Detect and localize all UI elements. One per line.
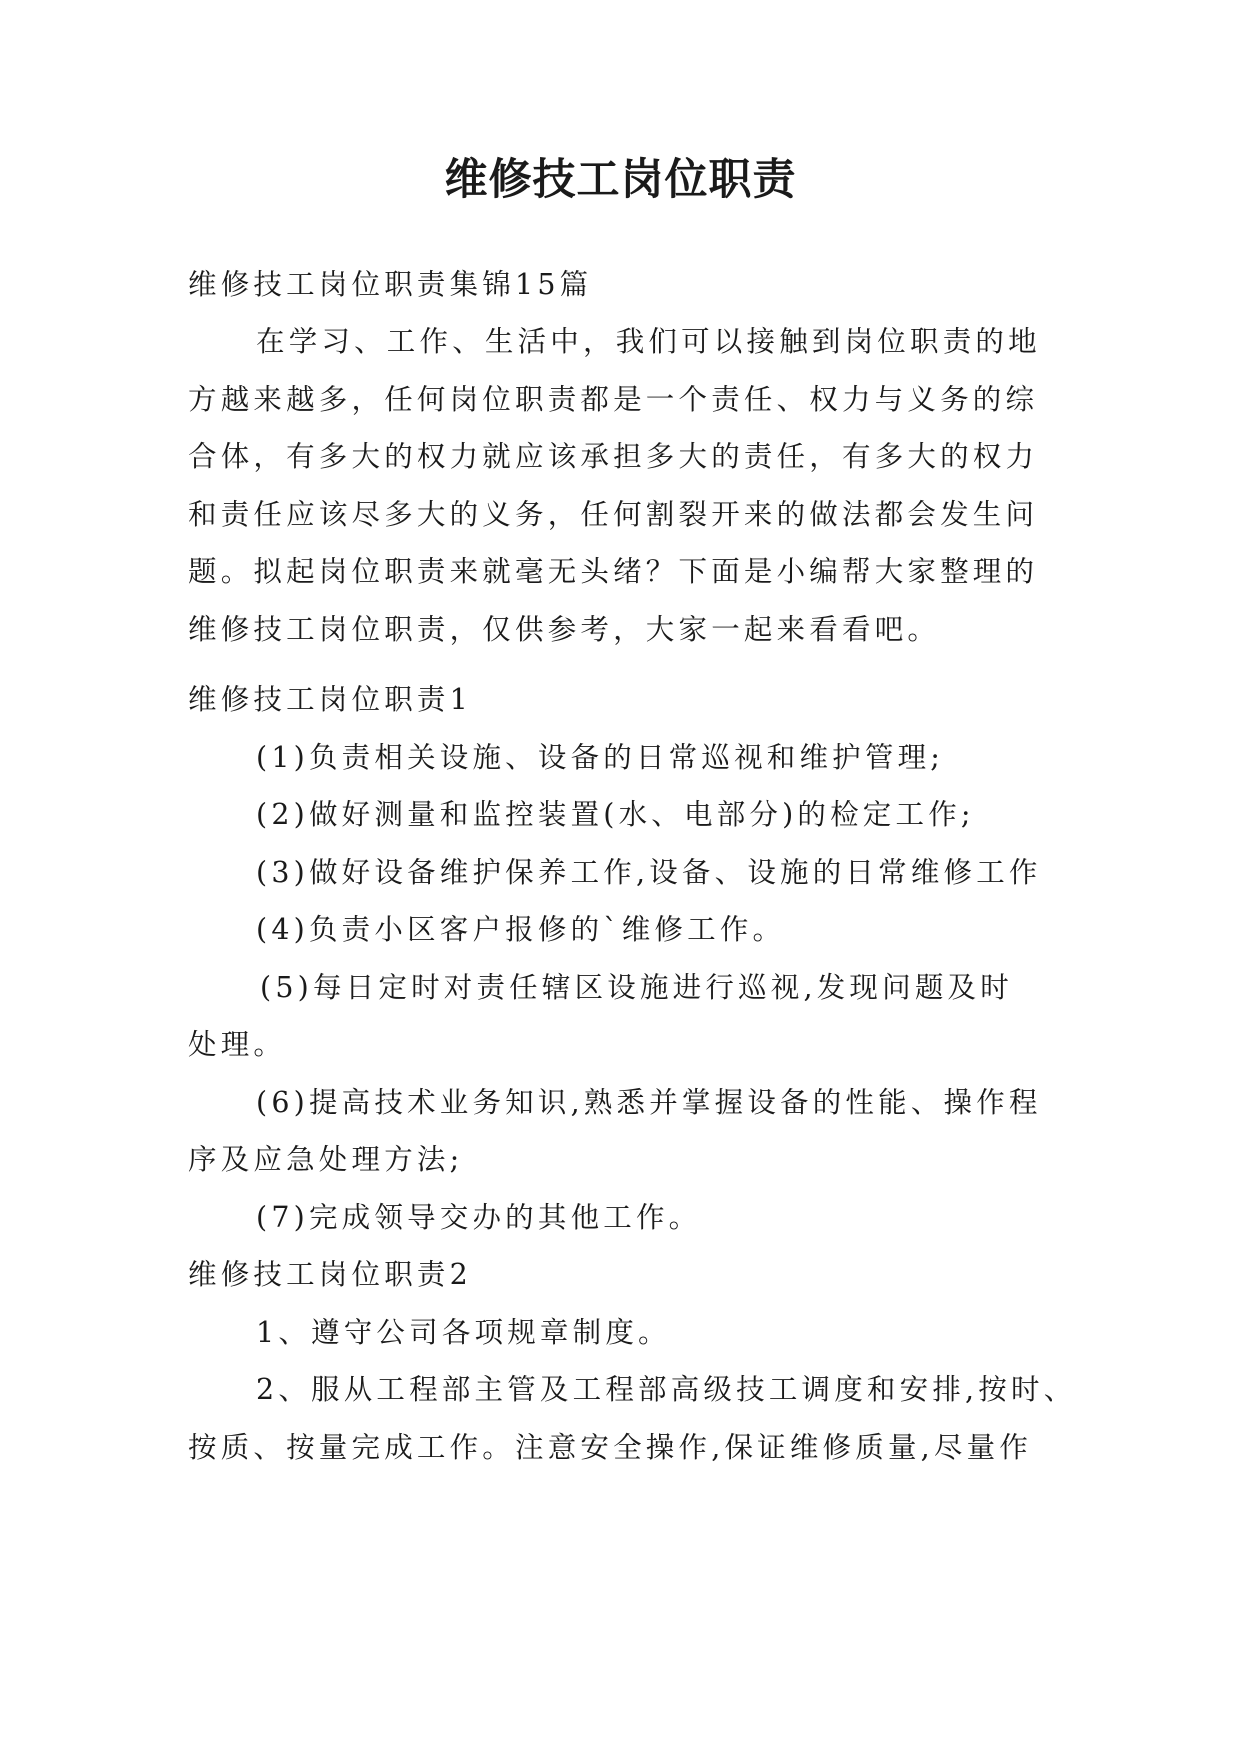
section-heading: 维修技工岗位职责1 — [188, 683, 472, 716]
intro-paragraph — [188, 313, 1056, 658]
intro-line: 维修技工岗位职责，仅供参考，大家一起来看看吧。 — [188, 612, 941, 646]
duty-item-continuation: 序及应急处理方法; — [188, 1143, 464, 1176]
duty-item: (1)负责相关设施、设备的日常巡视和维护管理; — [256, 740, 945, 774]
section-1 — [188, 671, 1056, 1246]
intro-line: 在学习、工作、生活中，我们可以接触到岗位职责的地 — [256, 325, 1041, 358]
section-heading: 维修技工岗位职责2 — [188, 1258, 472, 1291]
intro-line: 合体，有多大的权力就应该承担多大的责任，有多大的权力 — [188, 440, 1039, 473]
document-title: 维修技工岗位职责 — [444, 155, 797, 205]
intro-line: 方越来越多，任何岗位职责都是一个责任、权力与义务的综 — [188, 382, 1039, 416]
duty-item: (7)完成领导交办的其他工作。 — [256, 1200, 702, 1234]
duty-item: (3)做好设备维护保养工作,设备、设施的日常维修工作 — [256, 855, 1042, 889]
duty-item: (5)每日定时对责任辖区设施进行巡视,发现问题及时 — [260, 970, 1013, 1004]
intro-line: 和责任应该尽多大的义务，任何割裂开来的做法都会发生问 — [188, 497, 1039, 531]
subtitle-block — [188, 256, 1056, 314]
duty-item: 1、遵守公司各项规章制度。 — [256, 1315, 671, 1349]
section-2 — [188, 1246, 1077, 1476]
duty-item-continuation: 按质、按量完成工作。注意安全操作,保证维修质量,尽量作 — [188, 1430, 1033, 1464]
intro-line: 题。拟起岗位职责来就毫无头绪？下面是小编帮大家整理的 — [188, 555, 1039, 588]
subtitle: 维修技工岗位职责集锦15篇 — [188, 268, 593, 301]
duty-item: 2、服从工程部主管及工程部高级技工调度和安排,按时、 — [256, 1373, 1077, 1406]
duty-item-continuation: 处理。 — [188, 1028, 287, 1061]
duty-item: (2)做好测量和监控装置(水、电部分)的检定工作; — [256, 798, 975, 831]
duty-item: (4)负责小区客户报修的`维修工作。 — [256, 913, 786, 946]
duty-item: (6)提高技术业务知识,熟悉并掌握设备的性能、操作程 — [256, 1085, 1042, 1119]
